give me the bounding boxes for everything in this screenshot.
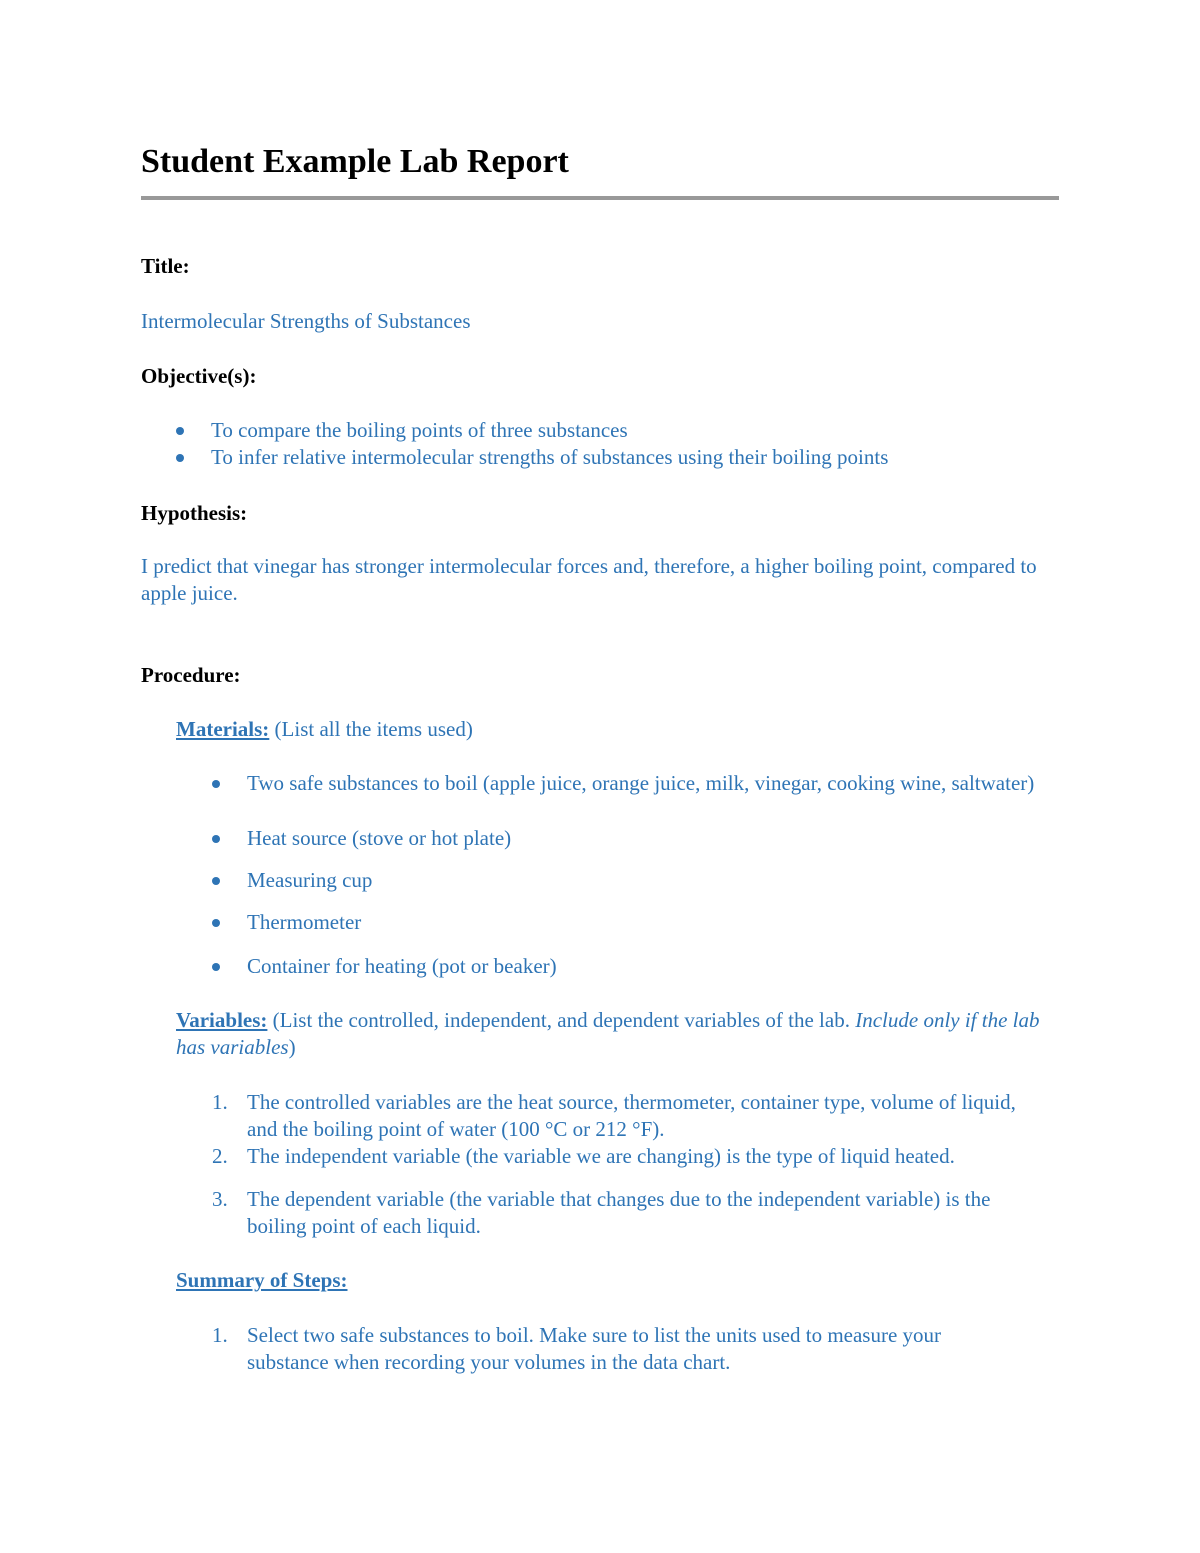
list-item — [212, 1186, 1047, 1240]
bullet-icon — [212, 953, 247, 980]
variables-subheading — [176, 1007, 1059, 1061]
variable-text: The independent variable (the variable we are changing) is the type of liquid heated. — [247, 1144, 955, 1168]
list-item — [176, 444, 1059, 471]
objective-text: To compare the boiling points of three substances — [211, 418, 628, 442]
list-number: 3. — [212, 1187, 228, 1211]
list-item — [212, 953, 1042, 980]
variable-text: The controlled variables are the heat source, thermometer, container type, volume of liquid, and the boiling point of water (100 °C or 212 °F). — [247, 1090, 1016, 1141]
variable-text: The dependent variable (the variable that changes due to the independent variable) is the boiling point of each liquid. — [247, 1187, 991, 1238]
list-item — [176, 417, 1059, 444]
list-item — [212, 825, 1042, 852]
list-number: 1. — [212, 1323, 228, 1347]
hypothesis-text: I predict that vinegar has stronger intermolecular forces and, therefore, a higher boiling point, compared to apple juice. — [141, 554, 1037, 605]
bullet-icon — [176, 417, 211, 444]
materials-label: Materials: — [176, 717, 270, 741]
bullet-icon — [212, 867, 247, 894]
list-item — [212, 770, 1042, 797]
list-item — [212, 909, 1042, 936]
bullet-icon — [212, 825, 247, 852]
variables-note-italic: Include only if the lab has variables — [176, 1008, 1040, 1059]
title-heading: Title: — [141, 254, 190, 278]
variables-note-close: ) — [288, 1035, 296, 1059]
objectives-heading: Objective(s): — [141, 364, 257, 388]
list-item — [212, 1089, 1047, 1143]
steps-subheading — [176, 1267, 348, 1294]
title-text: Intermolecular Strengths of Substances — [141, 309, 471, 333]
material-text: Two safe substances to boil (apple juice, orange juice, milk, vinegar, cooking wine, saltwater) — [247, 771, 1035, 795]
variables-label: Variables: — [176, 1008, 268, 1032]
list-number: 1. — [212, 1090, 228, 1114]
list-item — [212, 867, 1042, 894]
materials-note: (List all the items used) — [269, 717, 473, 741]
document-title: Student Example Lab Report — [141, 143, 569, 180]
steps-label: Summary of Steps: — [176, 1268, 348, 1292]
list-item — [212, 1143, 1047, 1170]
material-text: Heat source (stove or hot plate) — [247, 826, 512, 850]
procedure-heading: Procedure: — [141, 663, 241, 687]
material-text: Measuring cup — [247, 868, 373, 892]
bullet-icon — [176, 444, 211, 471]
list-item — [212, 1322, 1012, 1376]
materials-subheading — [176, 716, 473, 743]
variables-note: (List the controlled, independent, and dependent variables of the lab. — [267, 1008, 856, 1032]
material-text: Container for heating (pot or beaker) — [247, 954, 557, 978]
bullet-icon — [212, 770, 247, 797]
title-divider — [141, 196, 1059, 200]
list-number: 2. — [212, 1144, 228, 1168]
bullet-icon — [212, 909, 247, 936]
hypothesis-heading: Hypothesis: — [141, 501, 248, 525]
objective-text: To infer relative intermolecular strengths of substances using their boiling points — [211, 445, 889, 469]
material-text: Thermometer — [247, 910, 362, 934]
step-text: Select two safe substances to boil. Make sure to list the units used to measure your substance when recording your volumes in the data chart. — [247, 1323, 942, 1374]
